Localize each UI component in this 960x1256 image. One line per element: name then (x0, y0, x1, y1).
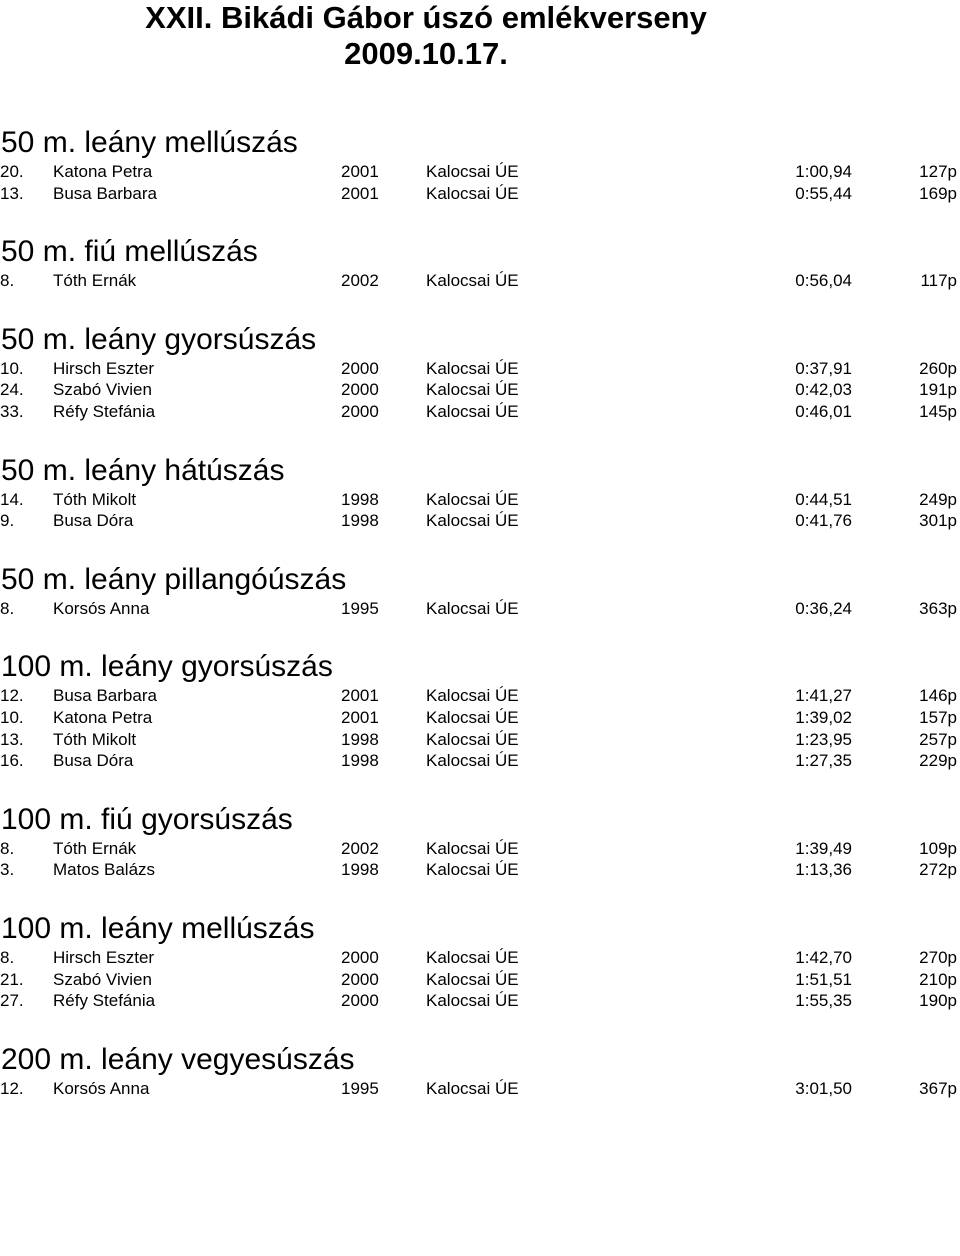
result-points: 301p (919, 511, 957, 531)
event-title: 100 m. fiú gyorsúszás (1, 802, 293, 836)
result-place: 12. (0, 686, 24, 706)
result-place: 21. (0, 969, 24, 989)
result-points: 367p (919, 1078, 957, 1098)
result-time: 0:56,04 (795, 271, 852, 291)
result-points: 145p (919, 401, 957, 421)
result-row (0, 947, 960, 969)
event-title: 200 m. leány vegyesúszás (1, 1042, 355, 1076)
event-section (0, 562, 960, 620)
event-section (0, 125, 960, 204)
club-name: Kalocsai ÚE (426, 991, 519, 1011)
club-name: Kalocsai ÚE (426, 860, 519, 880)
result-place: 33. (0, 401, 24, 421)
swimmer-name: Tóth Mikolt (53, 489, 137, 509)
result-place: 8. (0, 947, 15, 967)
result-row (0, 161, 960, 183)
event-section (0, 322, 960, 423)
birth-year: 2002 (341, 271, 379, 291)
result-time: 0:46,01 (795, 401, 852, 421)
birth-year: 2000 (341, 380, 379, 400)
event-title: 50 m. leány mellúszás (1, 126, 298, 159)
result-time: 1:42,70 (795, 947, 852, 967)
result-time: 0:36,24 (795, 598, 852, 618)
result-place: 27. (0, 991, 24, 1011)
birth-year: 2001 (341, 707, 379, 727)
swimmer-name: Réfy Stefánia (53, 401, 156, 421)
result-place: 24. (0, 380, 24, 400)
result-points: 117p (920, 271, 957, 291)
result-place: 20. (0, 162, 24, 181)
birth-year: 2000 (341, 947, 379, 967)
result-row (0, 270, 960, 292)
result-row (0, 729, 960, 751)
club-name: Kalocsai ÚE (426, 598, 519, 618)
birth-year: 1998 (341, 860, 379, 880)
swimmer-name: Busa Barbara (53, 686, 157, 706)
birth-year: 2001 (341, 162, 379, 181)
result-time: 0:44,51 (795, 489, 852, 509)
swimmer-name: Katona Petra (53, 707, 153, 727)
club-name: Kalocsai ÚE (426, 1078, 519, 1098)
swimmer-name: Tóth Ernák (53, 271, 137, 291)
birth-year: 1998 (341, 751, 379, 771)
result-place: 3. (0, 860, 15, 880)
result-place: 8. (0, 271, 15, 291)
result-points: 260p (919, 358, 957, 378)
swimmer-name: Busa Barbara (53, 183, 157, 203)
result-row (0, 838, 960, 860)
birth-year: 2000 (341, 991, 379, 1011)
birth-year: 2000 (341, 358, 379, 378)
event-title: 50 m. leány hátúszás (1, 453, 285, 487)
result-time: 1:27,35 (795, 751, 852, 771)
result-row (0, 358, 960, 380)
swimmer-name: Matos Balázs (53, 860, 156, 880)
birth-year: 2001 (341, 686, 379, 706)
club-name: Kalocsai ÚE (426, 686, 519, 706)
birth-year: 1998 (341, 729, 379, 749)
event-section (0, 453, 960, 532)
result-time: 1:23,95 (795, 729, 852, 749)
club-name: Kalocsai ÚE (426, 271, 519, 291)
club-name: Kalocsai ÚE (426, 729, 519, 749)
result-row (0, 969, 960, 991)
result-time: 1:13,36 (795, 860, 852, 880)
club-name: Kalocsai ÚE (426, 947, 519, 967)
swimmer-name: Tóth Mikolt (53, 729, 137, 749)
birth-year: 2000 (341, 401, 379, 421)
result-points: 270p (919, 947, 957, 967)
result-time: 1:55,35 (795, 991, 852, 1011)
birth-year: 2000 (341, 969, 379, 989)
result-row (0, 598, 960, 620)
club-name: Kalocsai ÚE (426, 162, 519, 181)
result-place: 16. (0, 751, 24, 771)
result-time: 0:41,76 (795, 511, 852, 531)
result-time: 1:39,02 (795, 707, 852, 727)
event-section (0, 649, 960, 771)
document-title: XXII. Bikádi Gábor úszó emlékverseny (145, 0, 707, 35)
document-date: 2009.10.17. (344, 36, 508, 71)
result-row (0, 685, 960, 707)
result-time: 0:55,44 (795, 183, 852, 203)
swimmer-name: Tóth Ernák (53, 838, 137, 858)
result-row (0, 1078, 960, 1100)
result-time: 1:51,51 (795, 969, 852, 989)
result-time: 0:37,91 (795, 358, 852, 378)
result-row (0, 707, 960, 729)
club-name: Kalocsai ÚE (426, 401, 519, 421)
result-place: 8. (0, 598, 15, 618)
event-section (0, 234, 960, 292)
club-name: Kalocsai ÚE (426, 358, 519, 378)
result-points: 169p (919, 183, 957, 203)
result-time: 3:01,50 (795, 1078, 852, 1098)
result-place: 9. (0, 511, 15, 531)
event-title: 100 m. leány gyorsúszás (1, 650, 333, 684)
event-title: 50 m. leány pillangóúszás (1, 562, 347, 596)
swimmer-name: Hirsch Eszter (53, 358, 155, 378)
result-row (0, 990, 960, 1012)
club-name: Kalocsai ÚE (426, 969, 519, 989)
result-points: 229p (919, 751, 957, 771)
result-row (0, 183, 960, 205)
result-place: 13. (0, 729, 24, 749)
birth-year: 2002 (341, 838, 379, 858)
swimmer-name: Hirsch Eszter (53, 947, 155, 967)
result-row (0, 379, 960, 401)
event-title: 100 m. leány mellúszás (1, 911, 315, 945)
club-name: Kalocsai ÚE (426, 183, 519, 203)
event-section (0, 911, 960, 1012)
result-points: 127p (919, 162, 957, 181)
result-time: 0:42,03 (795, 380, 852, 400)
result-points: 157p (919, 707, 957, 727)
result-points: 210p (919, 969, 957, 989)
event-title: 50 m. fiú mellúszás (1, 235, 258, 269)
result-place: 8. (0, 838, 15, 858)
swimmer-name: Korsós Anna (53, 598, 150, 618)
club-name: Kalocsai ÚE (426, 511, 519, 531)
swimmer-name: Korsós Anna (53, 1078, 150, 1098)
club-name: Kalocsai ÚE (426, 489, 519, 509)
club-name: Kalocsai ÚE (426, 707, 519, 727)
result-points: 272p (919, 860, 957, 880)
result-row (0, 401, 960, 423)
swimmer-name: Busa Dóra (53, 511, 134, 531)
birth-year: 1998 (341, 489, 379, 509)
club-name: Kalocsai ÚE (426, 380, 519, 400)
swimmer-name: Szabó Vivien (53, 380, 152, 400)
swimmer-name: Réfy Stefánia (53, 991, 156, 1011)
birth-year: 1995 (341, 1078, 379, 1098)
swimmer-name: Katona Petra (53, 162, 153, 181)
result-row (0, 750, 960, 772)
event-section (0, 1042, 960, 1100)
club-name: Kalocsai ÚE (426, 751, 519, 771)
results-list (0, 125, 960, 1129)
result-time: 1:00,94 (795, 162, 852, 181)
result-place: 13. (0, 183, 24, 203)
result-row (0, 510, 960, 532)
result-points: 109p (919, 838, 957, 858)
result-place: 12. (0, 1078, 24, 1098)
result-row (0, 489, 960, 511)
birth-year: 1995 (341, 598, 379, 618)
birth-year: 1998 (341, 511, 379, 531)
result-points: 249p (919, 489, 957, 509)
club-name: Kalocsai ÚE (426, 838, 519, 858)
swimmer-name: Busa Dóra (53, 751, 134, 771)
event-section (0, 802, 960, 881)
birth-year: 2001 (341, 183, 379, 203)
result-points: 191p (919, 380, 957, 400)
result-row (0, 859, 960, 881)
result-points: 363p (919, 598, 957, 618)
result-time: 1:41,27 (795, 686, 852, 706)
event-title: 50 m. leány gyorsúszás (1, 322, 317, 356)
swimmer-name: Szabó Vivien (53, 969, 152, 989)
result-points: 190p (919, 991, 957, 1011)
result-time: 1:39,49 (795, 838, 852, 858)
result-points: 257p (919, 729, 957, 749)
result-place: 10. (0, 707, 24, 727)
result-place: 10. (0, 358, 24, 378)
result-points: 146p (919, 686, 957, 706)
result-place: 14. (0, 489, 24, 509)
